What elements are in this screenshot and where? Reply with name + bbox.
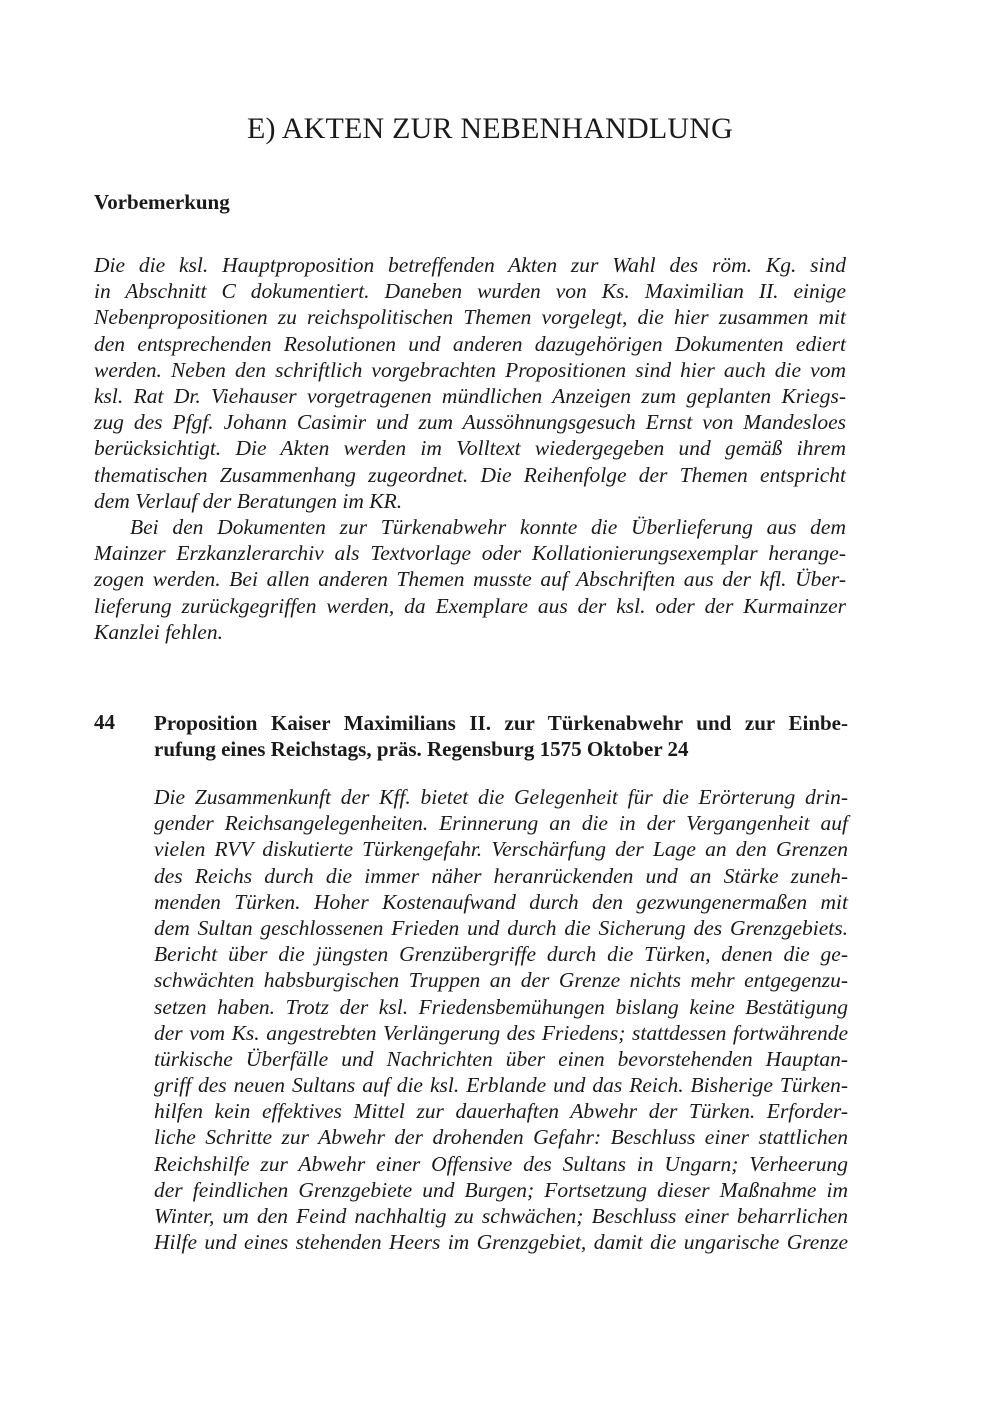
text-line: menden Türken. Hoher Kostenaufwand durch den gezwungenermaßen mit [154,889,848,914]
section-title-text: E) AKTEN ZUR NEBENHANDLUNG [247,112,733,145]
text-line: den entsprechenden Resolutionen und anderen dazugehörigen Dokumenten ediert [94,331,846,356]
preface-paragraph-1 [94,252,846,514]
text-line: vielen RVV diskutierte Türkengefahr. Verschärfung der Lage an den Grenzen [154,837,848,862]
text-line: Die die ksl. Hauptproposition betreffenden Akten zur Wahl des röm. Kg. sind [94,253,846,277]
text-line: hilfen kein effektives Mittel zur dauerhaften Abwehr der Türken. Erforder- [154,1099,848,1124]
text-line: werden. Neben den schriftlich vorgebrachten Propositionen sind hier auch die vom [94,357,846,382]
text-line: gender Reichsangelegenheiten. Erinnerung an die in der Vergangenheit auf [154,811,848,836]
text-line: Mainzer Erzkanzlerarchiv als Textvorlage oder Kollationierungsexemplar herange- [94,541,846,566]
text-line: Nebenpropositionen zu reichspolitischen Themen vorgelegt, die hier zusammen mit [94,305,846,330]
text-line: türkische Überfälle und Nachrichten über einen bevorstehenden Hauptan- [154,1046,848,1071]
document-title [154,710,848,762]
text-line: des Reichs durch die immer näher heranrückenden und an Stärke zuneh- [154,863,848,888]
document-title-line: Proposition Kaiser Maximilians II. zur Türkenabwehr und zur Einbe- [154,711,848,735]
text-line: Bericht über die jüngsten Grenzübergriffe durch die Türken, denen die ge- [154,942,848,967]
text-line: berücksichtigt. Die Akten werden im Volltext wiedergegeben und gemäß ihrem [94,436,846,461]
text-line: Die Zusammenkunft der Kff. bietet die Gelegenheit für die Erörterung drin- [154,785,848,809]
document-title-line: rufung eines Reichstags, präs. Regensburg 1575 Oktober 24 [154,737,689,761]
text-line: zug des Pfgf. Johann Casimir und zum Aussöhnungsgesuch Ernst von Mandesloes [94,410,846,435]
text-line: zogen werden. Bei allen anderen Themen musste auf Abschriften aus der kfl. Über- [94,567,846,592]
text-line: Reichshilfe zur Abwehr einer Offensive des Sultans in Ungarn; Verheerung [154,1151,848,1176]
text-line: ksl. Rat Dr. Viehauser vorgetragenen mündlichen Anzeigen zum geplanten Kriegs- [94,383,846,408]
text-line: Bei den Dokumenten zur Türkenabwehr konnte die Überlieferung aus dem [130,515,846,539]
text-line: liche Schritte zur Abwehr der drohenden Gefahr: Beschluss einer stattlichen [154,1125,848,1150]
document-summary [154,784,848,1255]
preface-paragraph-2 [94,514,846,645]
text-line: thematischen Zusammenhang zugeordnet. Die Reihenfolge der Themen entspricht [94,462,846,487]
text-line: Hilfe und eines stehenden Heers im Grenzgebiet, damit die ungarische Grenze [154,1230,848,1255]
text-line: dem Verlauf der Beratungen im KR. [94,488,403,513]
text-line: der feindlichen Grenzgebiete und Burgen; Fortsetzung dieser Maßnahme im [154,1177,848,1202]
section-title [0,112,940,146]
text-line: schwächten habsburgischen Truppen an der Grenze nichts mehr entgegenzu- [154,968,848,993]
text-line: setzen haben. Trotz der ksl. Friedensbemühungen bislang keine Bestätigung [154,994,848,1019]
text-line: lieferung zurückgegriffen werden, da Exemplare aus der ksl. oder der Kurmainzer [94,593,846,618]
preface-heading: Vorbemerkung [94,190,230,214]
text-line: der vom Ks. angestrebten Verlängerung des Friedens; stattdessen fortwährende [154,1020,848,1045]
text-line: griff des neuen Sultans auf die ksl. Erblande und das Reich. Bisherige Türken- [154,1073,848,1098]
text-line: dem Sultan geschlossenen Frieden und durch die Sicherung des Grenzgebiets. [154,915,848,940]
text-line: in Abschnitt C dokumentiert. Daneben wurden von Ks. Maximilian II. einige [94,279,846,304]
text-line: Kanzlei fehlen. [94,619,223,644]
document-number: 44 [94,710,115,734]
text-line: Winter, um den Feind nachhaltig zu schwächen; Beschluss einer beharrlichen [154,1204,848,1228]
